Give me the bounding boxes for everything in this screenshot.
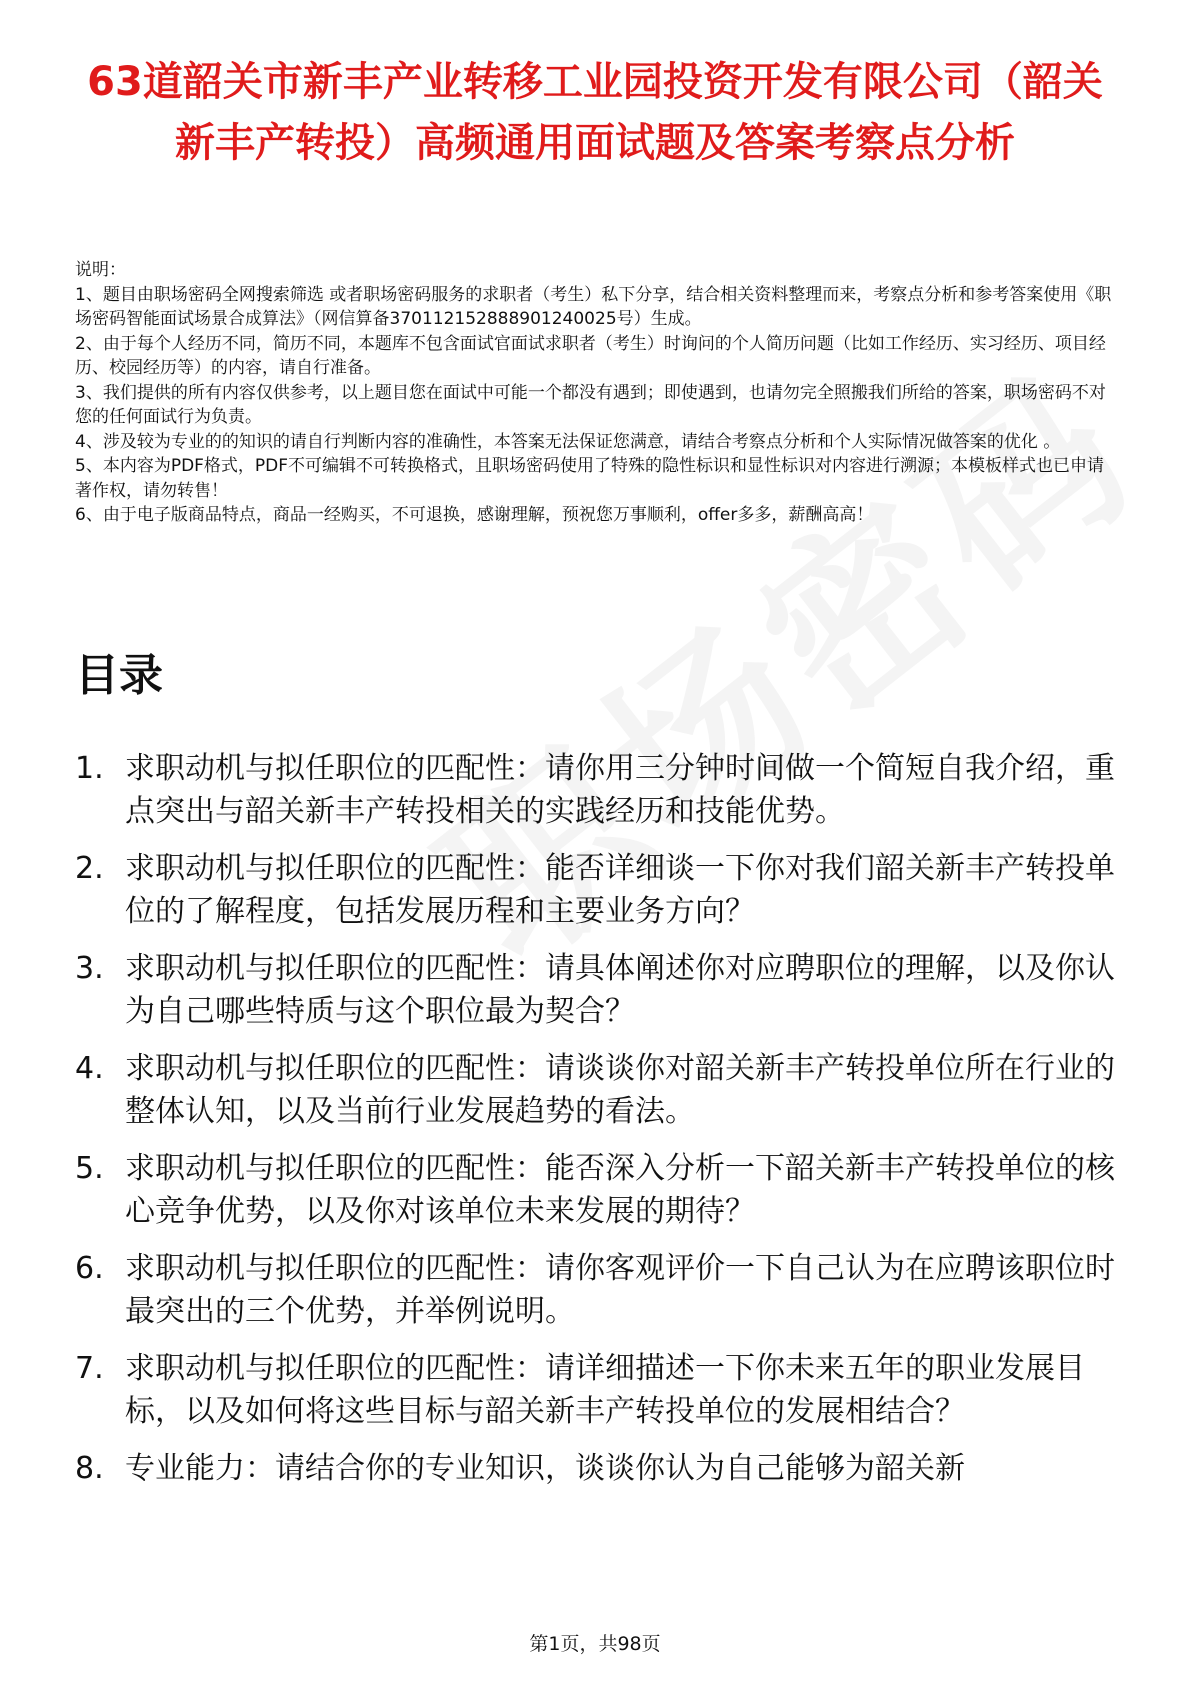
notes-item: 3、我们提供的所有内容仅供参考，以上题目您在面试中可能一个都没有遇到；即使遇到，也请勿完全照搬我们所给的答案，职场密码不对您的任何面试行为负责。	[75, 382, 1106, 427]
notes-item: 4、涉及较为专业的的知识的请自行判断内容的准确性，本答案无法保证您满意，请结合考察点分析和个人实际情况做答案的优化 。	[75, 431, 1061, 452]
toc-item[interactable]	[75, 847, 1115, 933]
toc-item-text: 求职动机与拟任职位的匹配性：能否详细谈一下你对我们韶关新丰产转投单位的了解程度，包括发展历程和主要业务方向？	[125, 851, 1115, 929]
toc-item[interactable]	[75, 1047, 1115, 1133]
toc-item-text: 求职动机与拟任职位的匹配性：请你用三分钟时间做一个简短自我介绍，重点突出与韶关新丰产转投相关的实践经历和技能优势。	[125, 751, 1115, 829]
toc-item[interactable]	[75, 1247, 1115, 1333]
toc-item-number: 2.	[75, 851, 104, 886]
notes-section	[75, 258, 1117, 528]
toc-item-number: 5.	[75, 1151, 104, 1186]
notes-item: 1、题目由职场密码全网搜索筛选 或者职场密码服务的求职者（考生）私下分享，结合相关资料整理而来，考察点分析和参考答案使用《职场密码智能面试场景合成算法》（网信算备370112152888901240025号）生成。	[75, 284, 1112, 329]
toc-item-number: 8.	[75, 1451, 104, 1486]
toc-item-number: 4.	[75, 1051, 104, 1086]
toc-item-text: 专业能力：请结合你的专业知识，谈谈你认为自己能够为韶关新	[125, 1451, 965, 1486]
toc-item[interactable]	[75, 1147, 1115, 1233]
toc-item-text: 求职动机与拟任职位的匹配性：请谈谈你对韶关新丰产转投单位所在行业的整体认知，以及当前行业发展趋势的看法。	[125, 1051, 1115, 1129]
toc-item-text: 求职动机与拟任职位的匹配性：请详细描述一下你未来五年的职业发展目标，以及如何将这些目标与韶关新丰产转投单位的发展相结合？	[125, 1351, 1085, 1429]
notes-item: 5、本内容为PDF格式，PDF不可编辑不可转换格式，且职场密码使用了特殊的隐性标识和显性标识对内容进行溯源；本模板样式也已申请著作权，请勿转售！	[75, 456, 1105, 501]
toc-item-number: 1.	[75, 751, 104, 786]
toc-item[interactable]	[75, 1347, 1115, 1433]
toc-item[interactable]	[75, 747, 1115, 833]
toc-item[interactable]	[75, 947, 1115, 1033]
notes-item: 2、由于每个人经历不同，简历不同，本题库不包含面试官面试求职者（考生）时询问的个人简历问题（比如工作经历、实习经历、项目经历、校园经历等）的内容，请自行准备。	[75, 333, 1106, 378]
toc-item-text: 求职动机与拟任职位的匹配性：请你客观评价一下自己认为在应聘该职位时最突出的三个优势，并举例说明。	[125, 1251, 1115, 1329]
toc-item-number: 6.	[75, 1251, 104, 1286]
toc-item[interactable]	[75, 1447, 1115, 1490]
toc-item-number: 3.	[75, 951, 104, 986]
notes-heading: 说明：	[75, 260, 126, 280]
toc-heading: 目录	[75, 650, 163, 701]
document-title: 63道韶关市新丰产业转移工业园投资开发有限公司（韶关新丰产转投）高频通用面试题及答案考察点分析	[87, 59, 1103, 166]
toc-item-number: 7.	[75, 1351, 104, 1386]
toc-list	[75, 747, 1115, 1504]
page-indicator: 第1页，共98页	[529, 1633, 661, 1655]
toc-item-text: 求职动机与拟任职位的匹配性：能否深入分析一下韶关新丰产转投单位的核心竞争优势，以及你对该单位未来发展的期待？	[125, 1151, 1115, 1229]
notes-item: 6、由于电子版商品特点，商品一经购买，不可退换，感谢理解，预祝您万事顺利，offer多多，薪酬高高！	[75, 505, 874, 525]
toc-item-text: 求职动机与拟任职位的匹配性：请具体阐述你对应聘职位的理解，以及你认为自己哪些特质与这个职位最为契合？	[125, 951, 1115, 1029]
